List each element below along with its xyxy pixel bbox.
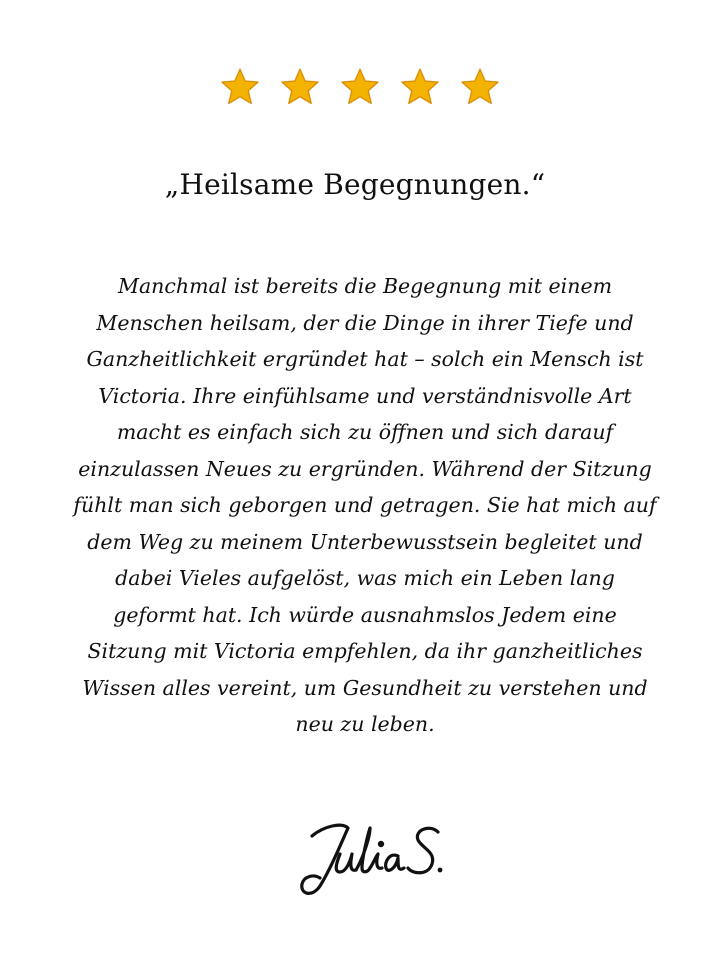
star-icon [219,66,261,108]
signature [290,808,460,908]
star-icon [339,66,381,108]
review-headline: „Heilsame Begegnungen.“ [164,168,546,201]
star-icon [459,66,501,108]
star-icon [399,66,441,108]
signature-text: Julia S. [290,808,294,809]
review-text: Manchmal ist bereits die Begegnung mit einem Menschen heilsam, der die Dinge in ihrer Tiefe und Ganzheitlichkeit ergründet hat – solch ein Mensch ist Victoria. Ihre einfühlsame und verständnisvolle Art macht es einfach sich zu öffnen und sich darauf einzulassen Neues zu ergründen. Während der Sitzung fühlt man sich geborgen und getragen. Sie hat mich auf dem Weg zu meinem Unterbewusstsein begleitet und dabei Vieles aufgelöst, was mich ein Leben lang geformt hat. Ich würde ausnahmslos Jedem eine Sitzung mit Victoria empfehlen, da ihr ganzheitliches Wissen alles vereint, um Gesundheit zu verstehen und neu zu leben. [73,274,657,736]
star-rating [0,66,720,108]
star-icon [279,66,321,108]
